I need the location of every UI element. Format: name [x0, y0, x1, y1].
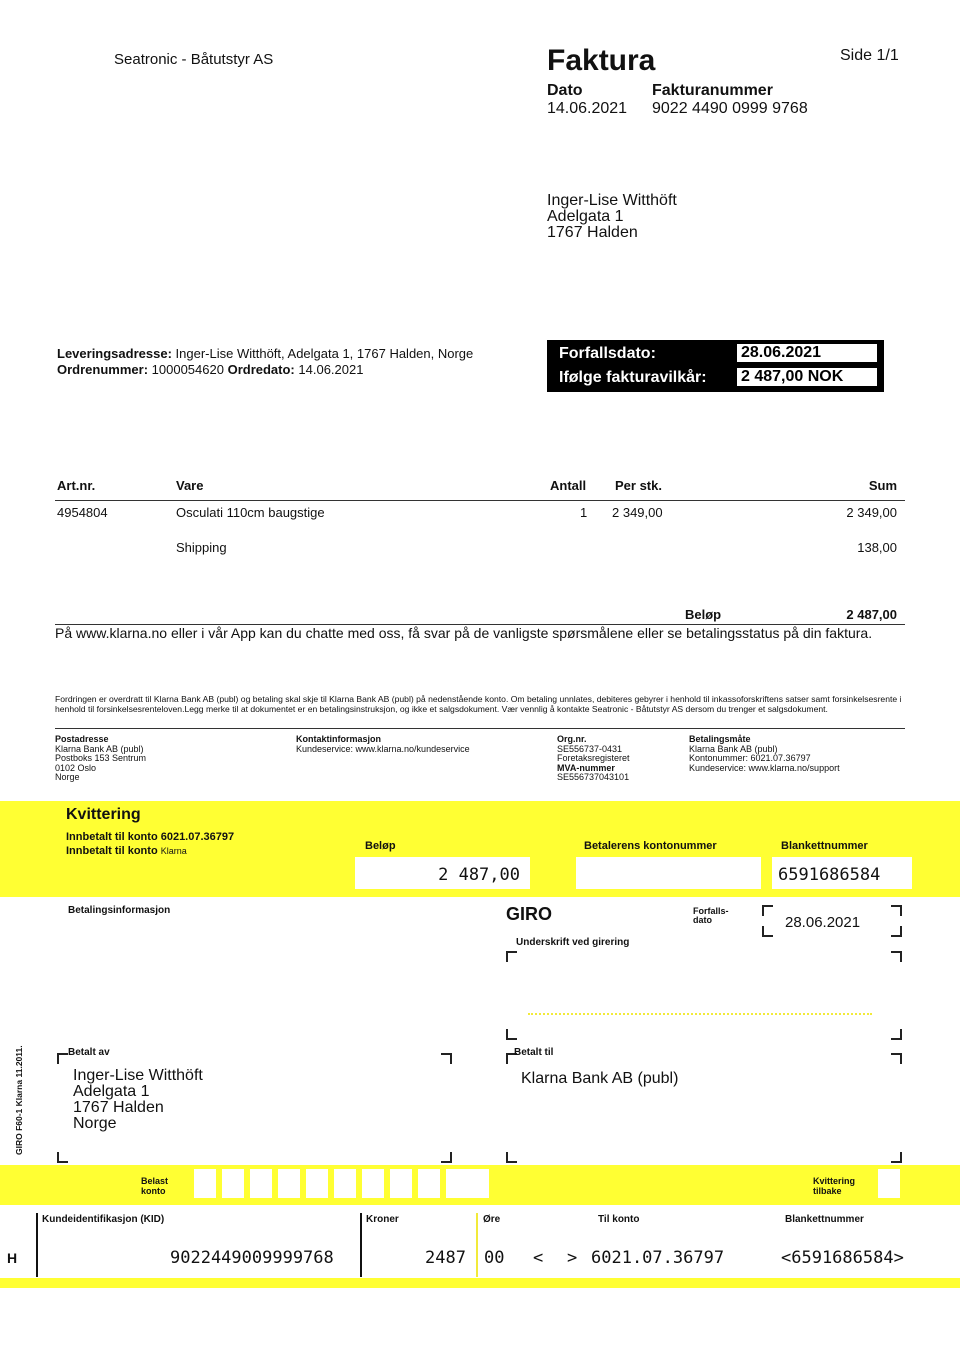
- info-text: På www.klarna.no eller i vår App kan du chatte med oss, få svar på de vanligste spørsmålene eller se betalingsstatus på din faktura.: [55, 625, 873, 641]
- order-date-label: Ordredato:: [227, 362, 295, 377]
- payer-account-label: Betalerens kontonummer: [584, 840, 717, 852]
- innbetalt-til-line: [66, 845, 187, 857]
- innbetalt-konto-line: Innbetalt til konto 6021.07.36797: [66, 831, 235, 843]
- corner-mark: [891, 1053, 902, 1064]
- innbetalt-til-label: Innbetalt til konto: [66, 845, 158, 857]
- row-vare: Osculati 110cm baugstige: [176, 505, 325, 520]
- row-sum: 138,00: [857, 540, 897, 555]
- date-value: 14.06.2021: [547, 100, 628, 117]
- corner-mark: [891, 1029, 902, 1040]
- delivery-info: [57, 346, 473, 378]
- org-info: [557, 735, 630, 783]
- signature-line: [528, 1013, 872, 1015]
- kroner-value: 2487: [425, 1248, 466, 1268]
- debit-digit-box[interactable]: [250, 1169, 272, 1198]
- header-divider: [55, 500, 905, 501]
- due-date-giro-label-2: dato: [693, 915, 712, 925]
- kroner-label: Kroner: [366, 1214, 399, 1225]
- col-perstk-header: Per stk.: [615, 478, 662, 493]
- due-date-label: Forfallsdato:: [559, 345, 656, 362]
- form-number-label: Blankettnummer: [781, 840, 868, 852]
- terms-label: Ifølge fakturavilkår:: [559, 369, 707, 386]
- row-artnr: 4954804: [57, 505, 108, 520]
- debit-digit-box[interactable]: [362, 1169, 384, 1198]
- receipt-return-label: [813, 1176, 855, 1196]
- paid-by-line: Inger-Lise Witthöft: [73, 1067, 203, 1084]
- debit-digit-box[interactable]: [446, 1169, 468, 1198]
- payer-account-box: [576, 857, 761, 889]
- giro-title: GIRO: [506, 904, 553, 924]
- ocr-divider-yellow: [476, 1213, 478, 1277]
- debit-account-label-2: konto: [141, 1186, 166, 1196]
- postal-line: Postboks 153 Sentrum: [55, 753, 147, 763]
- mva-label: MVA-nummer: [557, 762, 615, 773]
- due-date-giro-value: 28.06.2021: [785, 914, 861, 931]
- ocr-right-arrow: >: [567, 1248, 578, 1268]
- innbetalt-til-value: Klarna: [160, 846, 187, 856]
- corner-mark: [891, 905, 902, 916]
- ore-value: 00: [484, 1248, 505, 1268]
- order-number-label: Ordrenummer:: [57, 362, 149, 377]
- ocr-divider: [36, 1213, 38, 1277]
- recipient-address: [547, 193, 677, 241]
- due-box: [547, 340, 884, 392]
- col-antall-header: Antall: [550, 478, 587, 493]
- postal-line: Klarna Bank AB (publ): [55, 743, 144, 754]
- corner-mark: [506, 951, 517, 962]
- debit-account-label-1: Belast: [141, 1176, 169, 1186]
- page-title: Faktura: [547, 44, 656, 77]
- org-line: SE556737-0431: [557, 743, 623, 754]
- postal-address: [55, 735, 146, 783]
- payment-method: [689, 735, 840, 773]
- due-date-giro-label: [693, 907, 729, 925]
- to-account-value: 6021.07.36797: [591, 1248, 725, 1268]
- postal-line: 0102 Oslo: [55, 762, 97, 773]
- due-date-giro-label-1: Forfalls-: [693, 906, 729, 916]
- amount-box: 2 487,00: [355, 857, 530, 889]
- corner-mark: [891, 1152, 902, 1163]
- contact-line: Kundeservice: www.klarna.no/kundeservice: [296, 743, 470, 754]
- paid-to-label: Betalt til: [514, 1047, 554, 1058]
- row-sum: 2 349,00: [846, 505, 897, 520]
- bottom-form-number-label: Blankettnummer: [785, 1214, 864, 1225]
- ocr-divider: [360, 1213, 362, 1277]
- receipt-return-checkbox[interactable]: [878, 1169, 900, 1198]
- row-perstk: 2 349,00: [612, 505, 663, 520]
- corner-mark: [506, 1152, 517, 1163]
- receipt-return-label-2: tilbake: [813, 1186, 842, 1196]
- total-label: Beløp: [685, 607, 722, 622]
- corner-mark: [441, 1152, 452, 1163]
- payment-info-label: Betalingsinformasjon: [68, 905, 171, 916]
- paid-by-line: 1767 Halden: [73, 1099, 164, 1116]
- to-account-label: Til konto: [598, 1214, 640, 1225]
- terms-value: 2 487,00 NOK: [737, 368, 877, 386]
- delivery-address-value: Inger-Lise Witthöft, Adelgata 1, 1767 Halden, Norge: [175, 346, 474, 361]
- corner-mark: [762, 926, 773, 937]
- amount-label: Beløp: [365, 840, 396, 852]
- table-row: [55, 540, 905, 558]
- paid-by-line: Adelgata 1: [73, 1083, 150, 1100]
- table-row: [55, 505, 905, 523]
- paid-to-value: Klarna Bank AB (publ): [521, 1070, 679, 1087]
- payment-line: Kundeservice: www.klarna.no/support: [689, 762, 840, 773]
- recipient-city: 1767 Halden: [547, 224, 638, 241]
- order-number-value: 1000054620: [151, 362, 224, 377]
- org-label: Org.nr.: [557, 734, 587, 744]
- receipt-return-label-1: Kvittering: [813, 1176, 856, 1186]
- contact-info: [296, 735, 470, 754]
- corner-mark: [506, 1029, 517, 1040]
- kid-label: Kundeidentifikasjon (KID): [42, 1214, 165, 1225]
- paid-by-line: Norge: [73, 1115, 117, 1132]
- ore-label: Øre: [483, 1214, 501, 1225]
- debit-digit-box[interactable]: [418, 1169, 440, 1198]
- invoice-number-label: Fakturanummer: [652, 82, 773, 99]
- invoice-number-value: 9022 4490 0999 9768: [652, 100, 808, 117]
- corner-mark: [891, 926, 902, 937]
- mva-value: SE556737043101: [557, 772, 630, 782]
- paid-by-label: Betalt av: [68, 1047, 110, 1058]
- bottom-form-number-value: <6591686584>: [781, 1248, 904, 1268]
- kvittering-title: Kvittering: [66, 806, 141, 823]
- contact-info-label: Kontaktinformasjon: [296, 734, 382, 744]
- kid-value: 9022449009999768: [170, 1248, 334, 1268]
- col-sum-header: Sum: [868, 478, 897, 493]
- debit-digit-box[interactable]: [278, 1169, 300, 1198]
- form-number-box: 6591686584: [772, 857, 912, 889]
- corner-mark: [891, 951, 902, 962]
- debit-digit-box[interactable]: [306, 1169, 328, 1198]
- debit-digit-box[interactable]: [467, 1169, 489, 1198]
- date-label: Dato: [547, 82, 583, 99]
- debit-digit-box[interactable]: [334, 1169, 356, 1198]
- payment-line: Kontonummer: 6021.07.36797: [689, 753, 811, 763]
- legal-text: Fordringen er overdratt til Klarna Bank AB (publ) og betaling skal skje til Klarna Bank AB (publ) på nedenstående konto. Om betaling unnlates, debiteres gebyrer i henhold til inkassoforskriftens satser samt forsinkelsesrente i henhold til forsinkelsesrenteloven.Legg merke til at dokumentet er en betalingsinstruksjon, og ikke et salgsdokument. Vær vennlig å kontakte Seatronic - Båtutstyr AS dersom du trenger et salgsdokument.: [55, 694, 902, 714]
- payment-line: Klarna Bank AB (publ): [689, 743, 778, 754]
- org-line: Foretaksregisteret: [557, 753, 630, 763]
- recipient-street: Adelgata 1: [547, 208, 624, 225]
- postal-address-label: Postadresse: [55, 734, 109, 744]
- company-name: Seatronic - Båtutstyr AS: [114, 51, 274, 68]
- recipient-name: Inger-Lise Witthöft: [547, 192, 677, 209]
- debit-digit-box[interactable]: [194, 1169, 216, 1198]
- col-vare-header: Vare: [176, 478, 204, 493]
- paid-by-address: [73, 1068, 203, 1132]
- corner-mark: [57, 1152, 68, 1163]
- payment-method-label: Betalingsmåte: [689, 734, 751, 744]
- debit-account-label: [141, 1176, 168, 1196]
- corner-mark: [762, 905, 773, 916]
- delivery-address-label: Leveringsadresse:: [57, 346, 172, 361]
- total-value: 2 487,00: [846, 607, 897, 622]
- page-number: Side 1/1: [840, 47, 899, 64]
- legal-divider: [55, 728, 905, 729]
- row-vare: Shipping: [176, 540, 227, 555]
- ocr-left-arrow: <: [533, 1248, 544, 1268]
- ocr-line: [0, 1205, 960, 1277]
- bottom-yellow-strip: [0, 1278, 960, 1288]
- order-date-value: 14.06.2021: [298, 362, 364, 377]
- row-antall: 1: [580, 505, 588, 520]
- debit-digit-box[interactable]: [222, 1169, 244, 1198]
- debit-digit-box[interactable]: [390, 1169, 412, 1198]
- postal-line: Norge: [55, 772, 80, 782]
- col-artnr-header: Art.nr.: [57, 478, 96, 493]
- h-label: H: [7, 1250, 18, 1266]
- due-date-value: 28.06.2021: [737, 344, 877, 362]
- giro-side-label: GIRO F60-1 Klarna 11.2011.: [14, 1045, 24, 1155]
- signature-label: Underskrift ved girering: [516, 937, 630, 948]
- corner-mark: [441, 1053, 452, 1064]
- corner-mark: [57, 1053, 68, 1064]
